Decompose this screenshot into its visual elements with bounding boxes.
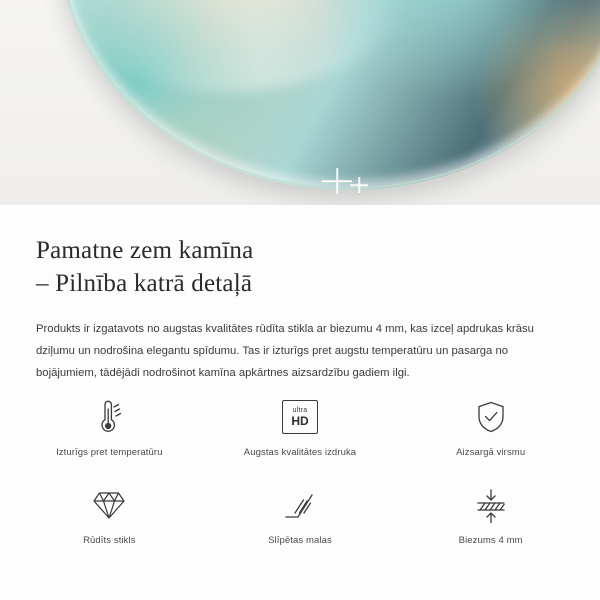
feature-label: Rūdīts stikls (83, 535, 136, 546)
feature-label: Augstas kvalitātes izdruka (243, 447, 357, 458)
feature-label: Aizsargā virsmu (456, 447, 526, 458)
feature-item-thickness (395, 483, 586, 571)
polished-edges-icon (282, 483, 318, 527)
feature-item-tempered-glass (14, 483, 205, 571)
description-paragraph: Produkts ir izgatavots no augstas kvalitātes rūdīta stikla ar biezumu 4 mm, kas izceļ apdrukas krāsu dziļumu un nodrošina elegantu spīdumu. Tas ir izturīgs pret augstu temperatūru un pasarga no bojājumiem, tādējādi nodrošinot kamīna apkārtnes aizsardzību gadiem ilgi. (36, 323, 534, 380)
shield-check-icon (474, 395, 508, 439)
feature-label: Biezums 4 mm (458, 535, 523, 546)
feature-item-surface-protection (395, 395, 586, 483)
headline-line-1: Pamatne zem kamīna (36, 237, 254, 264)
ultra-hd-badge-bottom: HD (291, 414, 309, 428)
feature-grid (0, 395, 600, 571)
hero-image (0, 0, 600, 205)
feature-label: Izturīgs pret temperatūru (56, 447, 163, 458)
diamond-icon (91, 483, 127, 527)
thickness-icon (473, 483, 509, 527)
feature-item-polished-edges (205, 483, 396, 571)
page-title (0, 205, 600, 300)
feature-label: Slīpētas malas (268, 535, 332, 546)
thermometer-icon (92, 395, 126, 439)
feature-item-temperature (14, 395, 205, 483)
ultra-hd-badge-top: ultra (292, 407, 308, 414)
headline-line-2: – Pilnība katrā detaļā (36, 269, 253, 297)
ultra-hd-icon (282, 395, 318, 439)
feature-item-print-quality (205, 395, 396, 483)
text-content (0, 205, 600, 384)
